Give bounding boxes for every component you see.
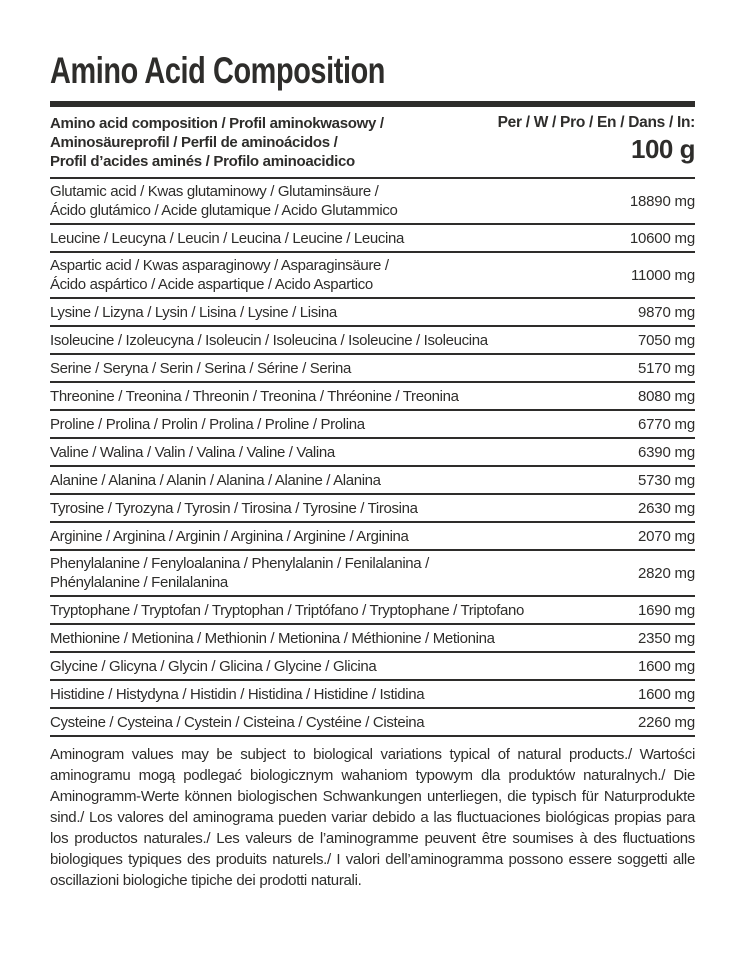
header-name-column-label (50, 114, 384, 171)
amino-acid-name (50, 601, 524, 620)
amino-acid-name (50, 471, 381, 490)
amino-acid-row (50, 597, 695, 625)
amino-acid-amount: 1600 mg (638, 685, 695, 703)
amino-acid-name (50, 499, 418, 518)
amino-acid-row (50, 495, 695, 523)
amino-acid-name (50, 387, 459, 406)
amino-acid-row (50, 179, 695, 225)
amino-acid-name (50, 415, 365, 434)
disclaimer-note: Aminogram values may be subject to biological variations typical of natural products./ Wartości aminogramu mogą podlegać biologicznym wahaniom typowym dla produktów naturalnych./ Die Aminogramm-Werte können biologischen Schwankungen unterliegen, die typisch für Naturprodukte sind./ Los valores del aminograma pueden variar debido a las fluctuaciones biológicas propias para los productos naturales./ Les valeurs de l’aminogramme peuvent être soumises à des fluctuations biologiques typiques des produits naturels./ I valori dell’aminogramma possono essere soggetti alle oscillazioni biologiche tipiche dei prodotti naturali. (50, 746, 695, 889)
amino-acid-amount: 2070 mg (638, 527, 695, 545)
amino-acid-row (50, 253, 695, 299)
amino-acid-name-line: Threonine / Treonina / Threonin / Treonina / Thréonine / Treonina (50, 387, 459, 405)
amino-acid-amount: 6770 mg (638, 415, 695, 433)
amino-acid-name (50, 629, 495, 648)
amino-acid-name-line: Lysine / Lizyna / Lysin / Lisina / Lysine / Lisina (50, 303, 337, 321)
header-name-line: Profil d’acides aminés / Profilo aminoacidico (50, 153, 355, 170)
amino-acid-name (50, 657, 376, 676)
amino-acid-row (50, 225, 695, 253)
amino-acid-name-line: Leucine / Leucyna / Leucin / Leucina / Leucine / Leucina (50, 229, 405, 247)
amino-acid-row (50, 299, 695, 327)
amino-acid-name-line: Alanine / Alanina / Alanin / Alanina / Alanine / Alanina (50, 471, 381, 489)
amino-acid-name-line: Histidine / Histydyna / Histidin / Histidina / Histidine / Istidina (50, 685, 425, 703)
amino-acid-name-line: Isoleucine / Izoleucyna / Isoleucin / Isoleucina / Isoleucine / Isoleucina (50, 331, 488, 349)
amino-acid-name (50, 331, 488, 350)
amino-acid-row (50, 411, 695, 439)
amino-acid-table (50, 179, 695, 737)
amino-acid-name (50, 182, 397, 220)
per-serving-label: Per / W / Pro / En / Dans / In: (497, 114, 695, 131)
header-name-line: Aminosäureprofil / Perfil de aminoácidos / (50, 134, 338, 151)
amino-acid-name-line: Glutamic acid / Kwas glutaminowy / Glutaminsäure / (50, 183, 379, 200)
amino-acid-name-line: Serine / Seryna / Serin / Serina / Sérine / Serina (50, 359, 351, 377)
amino-acid-name (50, 229, 404, 248)
amino-acid-row (50, 681, 695, 709)
amino-acid-row (50, 625, 695, 653)
amino-acid-amount: 5170 mg (638, 359, 695, 377)
amino-acid-amount: 10600 mg (629, 229, 695, 247)
amino-acid-amount: 11000 mg (630, 266, 695, 284)
amino-acid-name (50, 443, 335, 462)
amino-acid-row (50, 355, 695, 383)
amino-acid-amount: 18890 mg (629, 192, 695, 210)
amino-acid-row (50, 439, 695, 467)
amino-acid-name-line: Cysteine / Cysteina / Cystein / Cisteina / Cystéine / Cisteina (50, 713, 425, 731)
amino-acid-name-line: Valine / Walina / Valin / Valina / Valine / Valina (50, 443, 335, 461)
table-header-row (50, 107, 695, 179)
amino-acid-name-line: Methionine / Metionina / Methionin / Metionina / Méthionine / Metionina (50, 629, 495, 647)
amino-acid-amount: 1690 mg (638, 601, 695, 619)
amino-acid-name-line: Proline / Prolina / Prolin / Prolina / Proline / Prolina (50, 415, 365, 433)
amino-acid-amount: 2350 mg (638, 629, 695, 647)
header-name-line: Amino acid composition / Profil aminokwasowy / (50, 115, 384, 132)
amino-acid-amount: 8080 mg (638, 387, 695, 405)
amino-acid-name (50, 359, 351, 378)
amino-acid-row (50, 327, 695, 355)
page-title: Amino Acid Composition (50, 50, 386, 91)
amino-acid-amount: 2260 mg (638, 713, 695, 731)
amino-acid-name-line: Glycine / Glicyna / Glycin / Glicina / Glycine / Glicina (50, 657, 377, 675)
amino-acid-amount: 5730 mg (638, 471, 695, 489)
amino-acid-name (50, 554, 429, 592)
amino-acid-name-line: Phenylalanine / Fenyloalanina / Phenylalanin / Fenilalanina / (50, 555, 429, 572)
header-per-column (498, 114, 695, 163)
amino-acid-name-line: Ácido glutámico / Acide glutamique / Acido Glutammico (50, 202, 398, 219)
amino-acid-amount: 2820 mg (638, 564, 695, 582)
amino-acid-name (50, 256, 389, 294)
amino-acid-row (50, 551, 695, 597)
amino-acid-amount: 6390 mg (638, 443, 695, 461)
amino-acid-amount: 9870 mg (638, 303, 695, 321)
amino-acid-composition-label (0, 50, 743, 891)
amino-acid-name-line: Tyrosine / Tyrozyna / Tyrosin / Tirosina / Tyrosine / Tirosina (50, 499, 418, 517)
amino-acid-name (50, 527, 409, 546)
amino-acid-name-line: Phénylalanine / Fenilalanina (50, 574, 228, 591)
amino-acid-name-line: Tryptophane / Tryptofan / Tryptophan / Triptófano / Tryptophane / Triptofano (50, 601, 524, 619)
amino-acid-amount: 2630 mg (638, 499, 695, 517)
amino-acid-name (50, 303, 337, 322)
amino-acid-row (50, 653, 695, 681)
amino-acid-name-line: Ácido aspártico / Acide aspartique / Acido Aspartico (50, 276, 373, 293)
amino-acid-name (50, 685, 424, 704)
amino-acid-name (50, 713, 424, 732)
amino-acid-name-line: Arginine / Arginina / Arginin / Arginina / Arginine / Arginina (50, 527, 409, 545)
amino-acid-amount: 7050 mg (638, 331, 695, 349)
amino-acid-row (50, 709, 695, 737)
amino-acid-row (50, 467, 695, 495)
amino-acid-row (50, 383, 695, 411)
amino-acid-row (50, 523, 695, 551)
per-serving-amount: 100 g (631, 134, 695, 164)
amino-acid-amount: 1600 mg (638, 657, 695, 675)
amino-acid-name-line: Aspartic acid / Kwas asparaginowy / Asparaginsäure / (50, 257, 389, 274)
